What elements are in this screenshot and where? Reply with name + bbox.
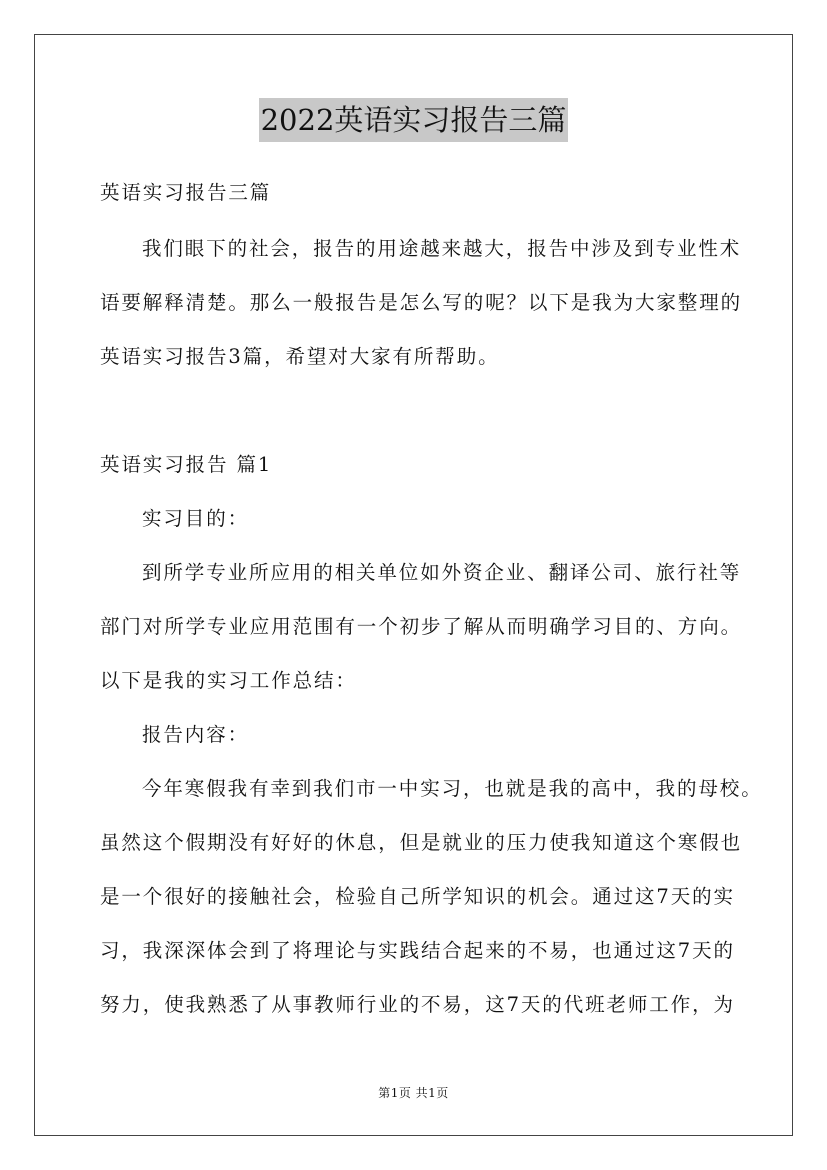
purpose-line-3: 以下是我的实习工作总结： (100, 669, 357, 692)
content-line-1: 今年寒假我有幸到我们市一中实习，也就是我的高中，我的母校。 (142, 777, 763, 800)
content-label: 报告内容： (142, 723, 250, 746)
page-footer: 第1页 共1页 (378, 1086, 449, 1100)
intro-line-3: 英语实习报告3篇，希望对大家有所帮助。 (100, 345, 500, 368)
content-line-3: 是一个很好的接触社会，检验自己所学知识的机会。通过这7天的实 (100, 885, 735, 908)
content-line-5: 努力，使我熟悉了从事教师行业的不易，这7天的代班老师工作，为 (100, 993, 735, 1016)
content-line-4: 习，我深深体会到了将理论与实践结合起来的不易，也通过这7天的 (100, 939, 735, 962)
content-line-2: 虽然这个假期没有好好的休息，但是就业的压力使我知道这个寒假也 (100, 831, 743, 854)
purpose-line-2: 部门对所学专业应用范围有一个初步了解从而明确学习目的、方向。 (100, 615, 743, 638)
title-wrapper (0, 98, 827, 142)
purpose-line-1: 到所学专业所应用的相关单位如外资企业、翻译公司、旅行社等 (142, 561, 742, 584)
intro-line-1: 我们眼下的社会，报告的用途越来越大，报告中涉及到专业性术 (142, 237, 742, 260)
purpose-label: 实习目的： (142, 507, 250, 530)
subtitle: 英语实习报告三篇 (100, 181, 272, 204)
intro-line-2: 语要解释清楚。那么一般报告是怎么写的呢？以下是我为大家整理的 (100, 291, 743, 314)
document-title: 2022英语实习报告三篇 (259, 98, 569, 142)
section-heading: 英语实习报告 篇1 (100, 453, 273, 476)
